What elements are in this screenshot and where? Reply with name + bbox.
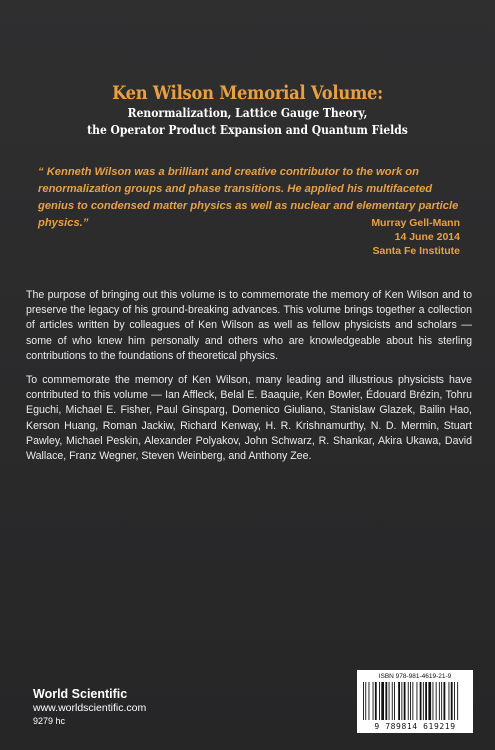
quote-date: 14 June 2014 [394,231,460,243]
quote-attribution [371,216,460,258]
publisher-url: www.worldscientific.com [33,702,147,714]
product-code: 9279 hc [33,716,66,726]
quote-affiliation: Santa Fe Institute [372,245,460,257]
publisher-block [33,687,146,727]
quote-author: Murray Gell-Mann [371,217,460,229]
barcode-bars [361,682,469,720]
publisher-name: World Scientific [33,687,128,701]
isbn-label: ISBN 978-981-4619-21-9 [378,673,452,680]
endorsement-quote: “ Kenneth Wilson was a brilliant and creative contributor to the work on renormalization groups and phase transitions. He applied his multifaceted genius to condensed matter physics as well as nuclear and elementary particle physics.” [38,166,459,229]
description-paragraph-1: The purpose of bringing out this volume is to commemorate the memory of Ken Wilson and to preserve the legacy of his ground-breaking advances. This volume brings together a collection of articles written by colleagues of Ken Wilson as well as fellow physicists and scholars — some of who knew him personally and others who are knowledgeable about his sterling contributions to the foundations of theoretical physics. [26,289,472,362]
title-block [20,82,475,138]
barcode-digits: 9 789814 619219 [374,722,456,731]
book-title: Ken Wilson Memorial Volume: [112,82,383,104]
book-subtitle-line-1: Renormalization, Lattice Gauge Theory, [127,105,368,120]
description-paragraph-2: To commemorate the memory of Ken Wilson, many leading and illustrious physicists have contributed to this volume — Ian Affleck, Belal E. Baaquie, Ken Bowler, Édouard Brézin, Tohru Eguchi, Michael E. Fisher, Paul Ginsparg, Domenico Giuliano, Stanislaw Glazek, Bailin Hao, Kerson Huang, Roman Jackiw, Richard Kenway, H. R. Krishnamurthy, N. D. Mermin, Stuart Pawley, Michael Peskin, Alexander Polyakov, John Schwarz, R. Shankar, Akira Ukawa, David Wallace, Franz Wegner, Steven Weinberg, and Anthony Zee. [26,374,472,463]
isbn-barcode [357,670,473,733]
book-subtitle-line-2: the Operator Product Expansion and Quantum Fields [87,122,408,137]
